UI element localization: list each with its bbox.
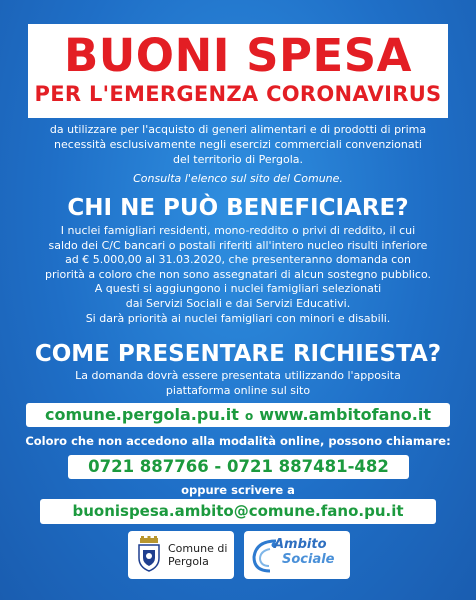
phone-numbers[interactable]: 0721 887766 - 0721 887481-482 [68,455,409,479]
link-separator: o [244,409,254,423]
comune-label-line2: Pergola [168,555,209,568]
email-intro: oppure scrivere a [181,483,295,497]
text-line: ad € 5.000,00 al 31.03.2020, che presenteranno domanda con [65,253,411,267]
comune-pergola-logo [128,531,234,579]
coat-of-arms-icon [134,536,164,574]
intro-text [20,122,456,167]
text-line: Si darà priorità ai nuclei famigliari con minori e disabili. [85,311,391,325]
page-title: BUONI SPESA [63,29,413,82]
intro-line: necessità esclusivamente negli esercizi commerciali convenzionati [54,138,422,151]
text-line: saldo dei C/C bancari o postali riferiti all'intero nucleo risulti inferiore [48,238,428,252]
link-comune-pergola[interactable]: comune.pergola.pu.it [45,405,239,424]
beneficiaries-text [14,224,462,326]
email-address[interactable]: buonispesa.ambito@comune.fano.pu.it [40,499,436,524]
intro-line: del territorio di Pergola. [172,153,304,166]
text-line: priorità a coloro che non sono assegnatari di alcun sostegno pubblico. [44,267,432,281]
text-line: piattaforma online sul sito [165,383,311,397]
ambito-label-line1: Ambito [274,537,327,552]
title-banner [28,24,448,118]
intro-line: da utilizzare per l'acquisto di generi alimentari e di prodotti di prima [49,123,427,136]
text-line: La domanda dovrà essere presentata utilizzando l'apposita [75,369,401,382]
comune-label-line1: Comune di [168,542,228,555]
text-line: dai Servizi Sociali e dai Servizi Educativi. [125,296,351,310]
page-subtitle: PER L'EMERGENZA CORONAVIRUS [34,82,442,106]
section-heading-beneficiaries: CHI NE PUÒ BENEFICIARE? [67,195,409,221]
section-heading-request: COME PRESENTARE RICHIESTA? [34,341,442,367]
website-links [26,403,450,427]
phone-intro: Coloro che non accedono alla modalità online, possono chiamare: [25,434,451,448]
link-ambitofano[interactable]: www.ambitofano.it [259,405,431,424]
text-line: I nuclei famigliari residenti, mono-reddito o privi di reddito, il cui [60,224,416,237]
request-text [14,369,462,398]
ambito-sociale-logo [244,531,350,579]
text-line: A questi si aggiungono i nuclei famigliari selezionati [94,282,382,296]
ambito-label-line2: Sociale [282,552,335,567]
intro-note: Consulta l'elenco sul sito del Comune. [133,172,343,185]
